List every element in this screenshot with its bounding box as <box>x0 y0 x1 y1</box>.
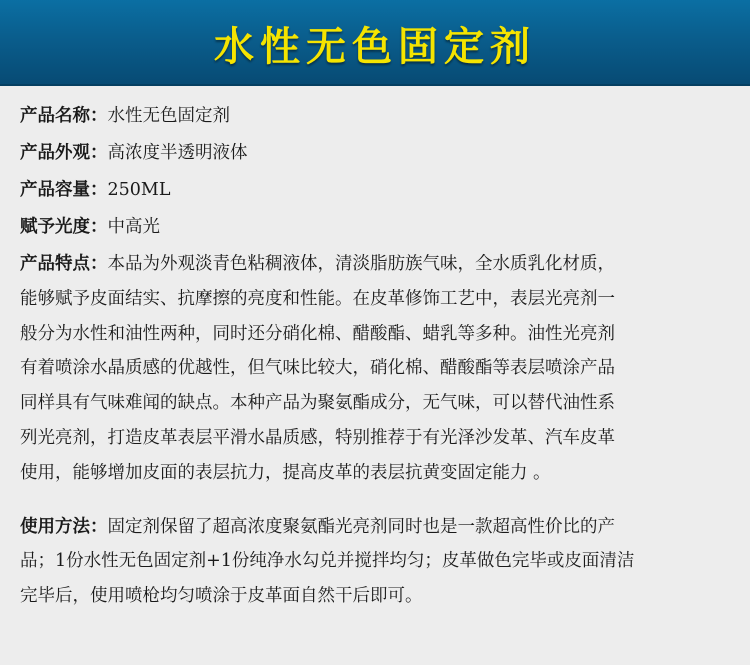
paragraph-line: 列光亮剂，打造皮革表层平滑水晶质感，特别推荐于有光泽沙发革、汽车皮革 <box>20 427 615 448</box>
field-capacity <box>20 172 730 209</box>
field-appearance <box>20 135 730 172</box>
section-label: 使用方法： <box>20 516 108 537</box>
features-section <box>20 247 730 491</box>
field-value: 高浓度半透明液体 <box>107 143 248 163</box>
paragraph-line: 能够赋予皮面结实、抗摩擦的亮度和性能。在皮革修饰工艺中，表层光亮剂一 <box>20 288 615 309</box>
field-label: 产品外观： <box>20 143 108 163</box>
field-gloss <box>20 209 730 246</box>
paragraph-line: 品；1份水性无色固定剂+1份纯净水勾兑并搅拌均匀；皮革做色完毕或皮面清洁 <box>20 551 635 572</box>
product-description <box>0 86 750 614</box>
field-label: 赋予光度： <box>20 217 108 237</box>
section-label: 产品特点： <box>20 254 108 274</box>
paragraph-line: 般分为水性和油性两种，同时还分硝化棉、醋酸酯、蜡乳等多种。油性光亮剂 <box>20 323 615 344</box>
paragraph-line: 完毕后，使用喷枪均匀喷涂于皮革面自然干后即可。 <box>20 586 423 607</box>
field-label: 产品容量： <box>20 180 108 200</box>
paragraph-line: 使用，能够增加皮面的表层抗力，提高皮革的表层抗黄变固定能力 。 <box>20 462 551 483</box>
field-label: 产品名称： <box>20 106 108 126</box>
page-title: 水性无色固定剂 <box>214 23 536 70</box>
paragraph-line: 产品特点：本品为外观淡青色粘稠液体，清淡脂肪族气味，全水质乳化材质， <box>20 254 615 274</box>
usage-section <box>20 510 730 614</box>
paragraph-line: 使用方法：固定剂保留了超高浓度聚氨酯光亮剂同时也是一款超高性价比的产 <box>20 516 615 537</box>
field-value: 中高光 <box>107 217 160 237</box>
title-banner <box>0 0 750 86</box>
paragraph-line: 有着喷涂水晶质感的优越性，但气味比较大，硝化棉、醋酸酯等表层喷涂产品 <box>20 358 615 379</box>
paragraph-line: 同样具有气味难闻的缺点。本种产品为聚氨酯成分，无气味，可以替代油性系 <box>20 393 615 414</box>
field-value: 250ML <box>107 180 171 200</box>
field-product-name <box>20 98 730 135</box>
field-value: 水性无色固定剂 <box>107 106 230 126</box>
